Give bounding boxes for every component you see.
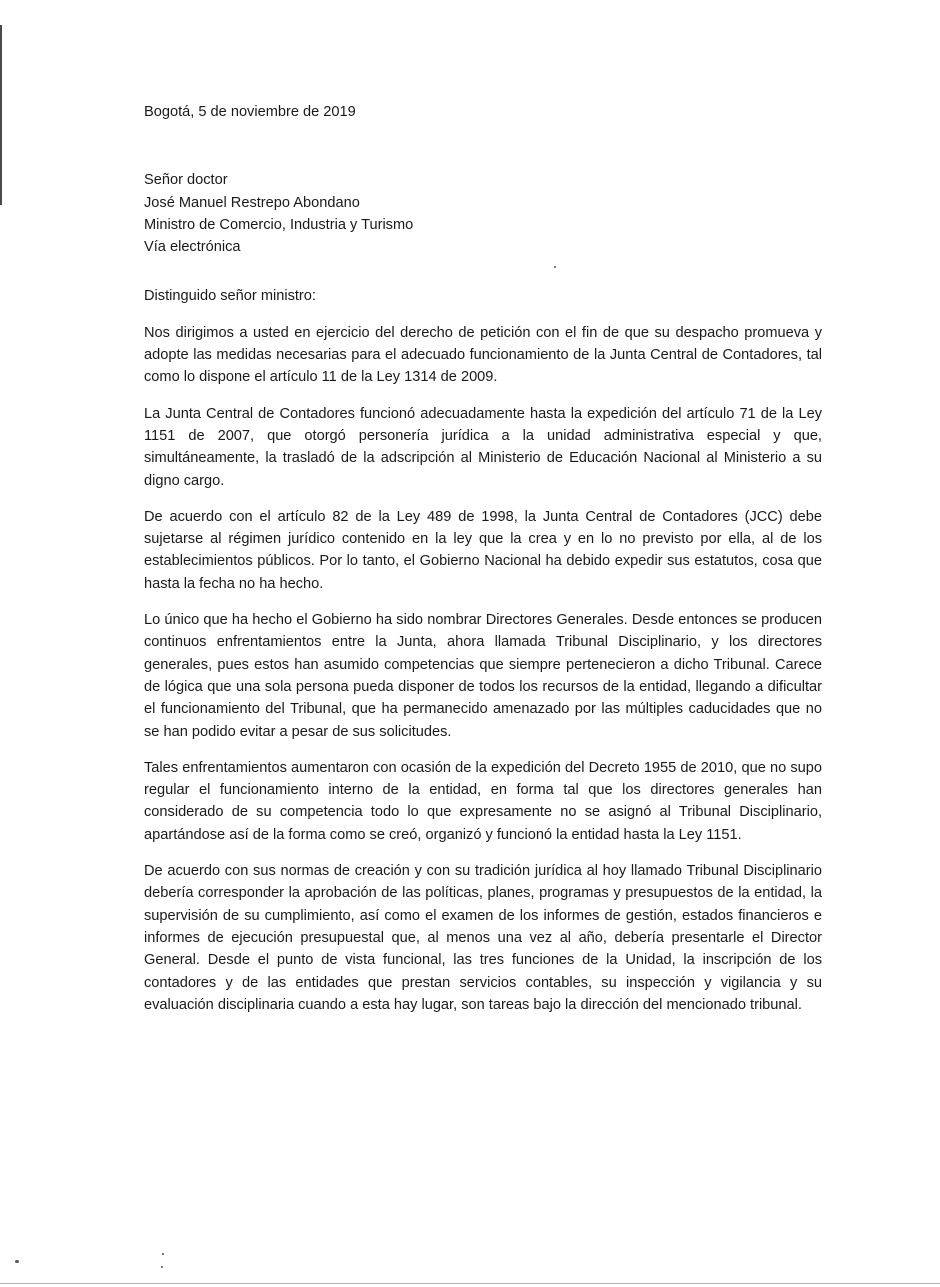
paragraph: Tales enfrentamientos aumentaron con ocasión de la expedición del Decreto 1955 de 2010, que no supo regular el funcionamiento interno de la entidad, en forma tal que los directores generales han considerado de su competencia todo lo que expresamente no se asignó al Tribunal Disciplinario, apartándose así de la forma como se creó, organizó y funcionó la entidad hasta la Ley 1151.: [144, 759, 822, 843]
recipient-delivery: Vía electrónica: [144, 239, 241, 256]
paragraph: De acuerdo con el artículo 82 de la Ley 489 de 1998, la Junta Central de Contadores (JCC) debe sujetarse al régimen jurídico contenido en la ley que la crea y en lo no previsto por ella, al de los establecimientos públicos. Por lo tanto, el Gobierno Nacional ha debido expedir sus estatutos, cosa que hasta la fecha no ha hecho.: [144, 508, 822, 592]
recipient-name: José Manuel Restrepo Abondano: [144, 194, 360, 211]
letter-date: Bogotá, 5 de noviembre de 2019: [144, 104, 356, 120]
paragraph: Nos dirigimos a usted en ejercicio del derecho de petición con el fin de que su despacho promueva y adopte las medidas necesarias para el adecuado funcionamiento de la Junta Central de Contadores, tal como lo dispone el artículo 11 de la Ley 1314 de 2009.: [144, 324, 822, 386]
recipient-block: [144, 169, 822, 258]
scan-speck: [15, 1260, 19, 1263]
paragraph: La Junta Central de Contadores funcionó adecuadamente hasta la expedición del artículo 71 de la Ley 1151 de 2007, que otorgó personería jurídica a la unidad administrativa especial y que, simultáneamente, la trasladó de la adscripción al Ministerio de Educación Nacional al Ministerio a su digno cargo.: [144, 405, 822, 489]
recipient-title: Señor doctor: [144, 172, 228, 189]
letter-body: [144, 101, 822, 1016]
scan-speck: [162, 1253, 164, 1255]
paragraph: Lo único que ha hecho el Gobierno ha sido nombrar Directores Generales. Desde entonces se producen continuos enfrentamientos entre la Junta, ahora llamada Tribunal Disciplinario, y los directores generales, pues estos han asumido competencias que siempre pertenecieron a dicho Tribunal. Carece de lógica que una sola persona pueda disponer de todos los recursos de la entidad, llegando a dificultar el funcionamiento del Tribunal, que ha permanecido amenazado por las múltiples caducidades que no se han podido evitar a pesar de sus solicitudes.: [144, 612, 822, 740]
letter-paragraphs: [144, 322, 822, 1016]
paragraph: De acuerdo con sus normas de creación y con su tradición jurídica al hoy llamado Tribunal Disciplinario debería corresponder la aprobación de las políticas, planes, programas y presupuestos de la entidad, la supervisión de su cumplimiento, así como el examen de los informes de gestión, estados financieros e informes de ejecución presupuestal que, al menos una vez al año, debería presentarle el Director General. Desde el punto de vista funcional, las tres funciones de la Unidad, la inscripción de los contadores y de las entidades que prestan servicios contables, su inspección y vigilancia y su evaluación disciplinaria cuando a esta hay lugar, son tareas bajo la dirección del mencionado tribunal.: [144, 863, 822, 1013]
scan-bottom-edge-line: [0, 1283, 940, 1284]
recipient-position: Ministro de Comercio, Industria y Turismo: [144, 216, 414, 233]
scan-speck: [161, 1266, 163, 1268]
scan-left-edge-shadow: [0, 25, 2, 205]
salutation: Distinguido señor ministro:: [144, 288, 316, 305]
